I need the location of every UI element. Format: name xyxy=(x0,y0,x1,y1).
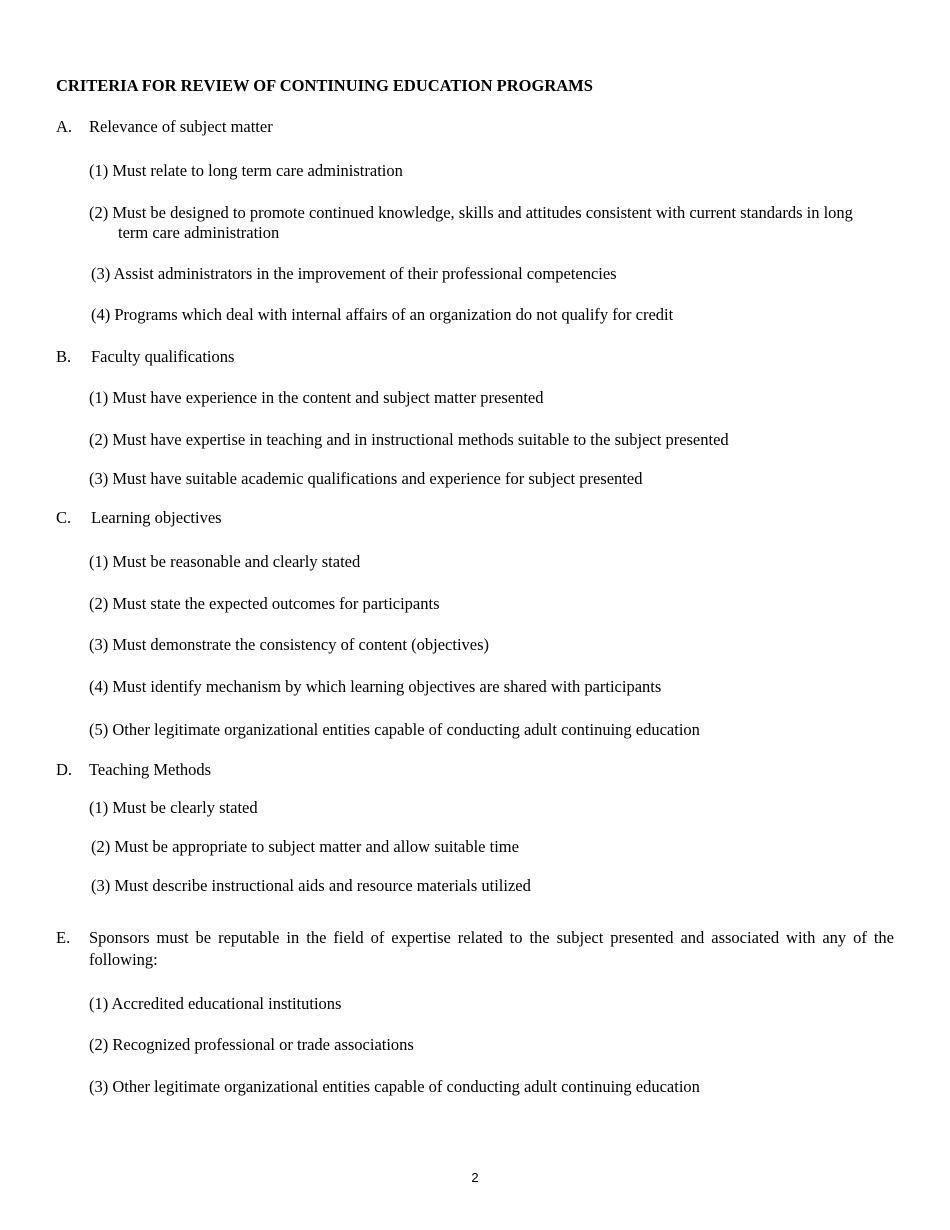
section-d-heading: Teaching Methods xyxy=(89,760,212,779)
section-c-item-4: (4) Must identify mechanism by which learning objectives are shared with participants xyxy=(89,677,662,696)
section-d-letter: D. xyxy=(56,760,73,779)
section-c-item-1: (1) Must be reasonable and clearly stated xyxy=(89,552,361,571)
section-e-item-1: (1) Accredited educational institutions xyxy=(89,994,342,1013)
section-d-item-2: (2) Must be appropriate to subject matter and allow suitable time xyxy=(91,837,519,856)
section-a-item-1: (1) Must relate to long term care administration xyxy=(89,161,403,180)
page-number: 2 xyxy=(471,1170,479,1185)
section-e-item-3: (3) Other legitimate organizational entities capable of conducting adult continuing education xyxy=(89,1077,700,1096)
section-b-letter: B. xyxy=(56,347,72,366)
section-a-item-2: (2) Must be designed to promote continued knowledge, skills and attitudes consistent with current standards in long xyxy=(89,203,853,222)
section-c-heading: Learning objectives xyxy=(91,508,222,527)
section-a-item-3: (3) Assist administrators in the improvement of their professional competencies xyxy=(91,264,617,283)
section-b-heading: Faculty qualifications xyxy=(91,347,235,366)
section-e-heading-line1: Sponsors must be reputable in the field of expertise related to the subject presented and associated with any of the xyxy=(89,928,894,947)
section-a-item-2-cont: term care administration xyxy=(118,223,280,242)
section-a-heading: Relevance of subject matter xyxy=(89,117,273,136)
section-b-item-1: (1) Must have experience in the content and subject matter presented xyxy=(89,388,544,407)
section-a-letter: A. xyxy=(56,117,73,136)
section-c-letter: C. xyxy=(56,508,72,527)
section-a-item-4: (4) Programs which deal with internal affairs of an organization do not qualify for credit xyxy=(91,305,674,324)
section-d-item-1: (1) Must be clearly stated xyxy=(89,798,258,817)
page-title: CRITERIA FOR REVIEW OF CONTINUING EDUCATION PROGRAMS xyxy=(56,76,593,95)
section-b-item-3: (3) Must have suitable academic qualifications and experience for subject presented xyxy=(89,469,643,488)
section-c-item-3: (3) Must demonstrate the consistency of content (objectives) xyxy=(89,635,490,654)
section-b-item-2: (2) Must have expertise in teaching and in instructional methods suitable to the subject presented xyxy=(89,430,729,449)
section-d-item-3: (3) Must describe instructional aids and resource materials utilized xyxy=(91,876,531,895)
section-e-item-2: (2) Recognized professional or trade associations xyxy=(89,1035,414,1054)
section-e-letter: E. xyxy=(56,928,71,947)
section-c-item-2: (2) Must state the expected outcomes for participants xyxy=(89,594,440,613)
section-e-heading-line2: following: xyxy=(89,950,158,969)
section-c-item-5: (5) Other legitimate organizational entities capable of conducting adult continuing education xyxy=(89,720,700,739)
